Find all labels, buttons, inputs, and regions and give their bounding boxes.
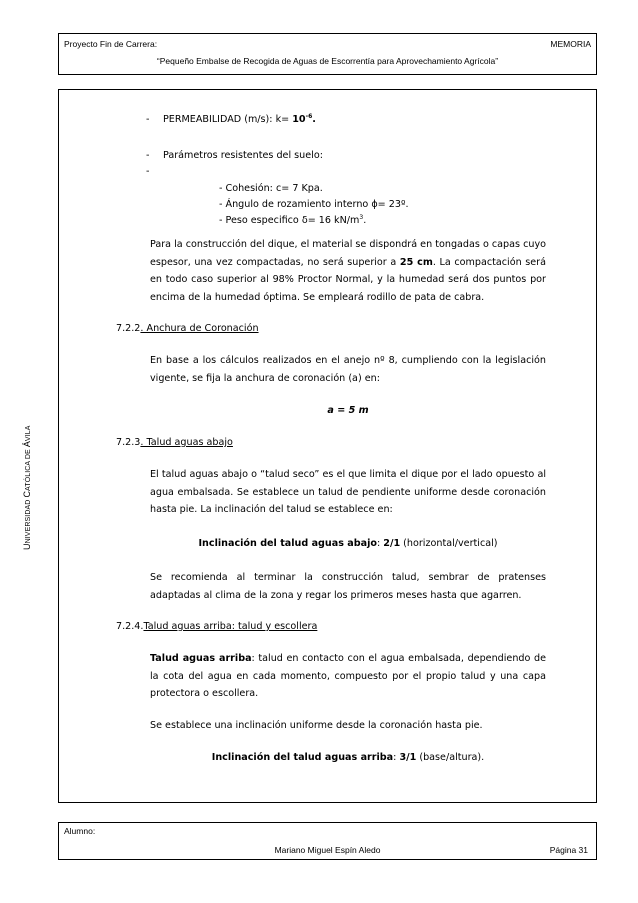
section-724-paragraph-2: Se establece una inclinación uniforme desde la coronación hasta pie. [150,720,483,731]
anchura-formula: a = 5 m [327,405,369,416]
section-723-paragraph: El talud aguas abajo o “talud seco” es el que limita el dique por el lado opuesto al agua embalsada. Se establece un talud de pendiente uniforme desde coronación hasta pie. La inclinación del talud se establece en: [150,469,546,515]
project-title: “Pequeño Embalse de Recogida de Aguas de Escorrentía para Aprovechamiento Agrícola” [156,56,499,66]
inclinacion-aguas-arriba: Inclinación del talud aguas arriba: 3/1 (base/altura). [211,752,485,763]
alumno-label: Alumno: [64,826,96,836]
student-name: Mariano Miguel Espín Aledo [274,845,381,855]
dique-paragraph: Para la construcción del dique, el material se dispondrá en tongadas o capas cuyo espesor, una vez compactadas, no será superior a 25 cm. La compactación será en todo caso superior al 98% Proctor Normal, y la humedad será dos puntos por encima de la humedad óptima. Se empleará rodillo de pata de cabra. [150,239,547,303]
project-label: Proyecto Fin de Carrera: [64,39,158,49]
section-724-paragraph: Talud aguas arriba: talud en contacto con el agua embalsada, dependiendo de la cota del agua en cada momento, compuesto por el propio talud y una capa protectora o escollera. [150,653,546,699]
param-cohesion: - Cohesión: c= 7 Kpa. [219,183,323,194]
param-peso: - Peso especifico δ= 16 $kN/m^3$. [219,213,367,226]
permeabilidad-dash: - [146,114,150,125]
parametros-label: Parámetros resistentes del suelo: [163,150,323,161]
inclinacion-aguas-abajo: Inclinación del talud aguas abajo: 2/1 (horizontal/vertical) [198,538,498,549]
section-label: MEMORIA [550,39,591,49]
section-722-paragraph: En base a los cálculos realizados en el anejo nº 8, cumpliendo con la legislación vigente, se fija la anchura de coronación (a) en: [150,355,546,384]
section-724-heading: 7.2.4.Talud aguas arriba: talud y escollera [116,621,318,632]
page-footer [58,822,597,860]
parametros-dash: - [146,150,150,161]
section-723-heading: 7.2.3. Talud aguas abajo [116,437,233,448]
parametros-dash-2: - [146,166,150,177]
section-723-paragraph-2: Se recomienda al terminar la construcción talud, sembrar de pratenses adaptadas al clima de la zona y regar los primeros meses hasta que agarren. [150,572,546,601]
page-header [58,33,597,75]
university-sidebar: UNIVERSIDAD CATÓLICA DE ÁVILA [22,425,32,550]
section-722-heading: 7.2.2. Anchura de Coronación [116,323,259,334]
permeabilidad-line: PERMEABILIDAD (m/s): $k= 10^{-6}$. [163,112,316,125]
param-angulo: - Ángulo de rozamiento interno ϕ= 23º. [219,199,409,210]
page-number: Página 31 [549,845,588,855]
